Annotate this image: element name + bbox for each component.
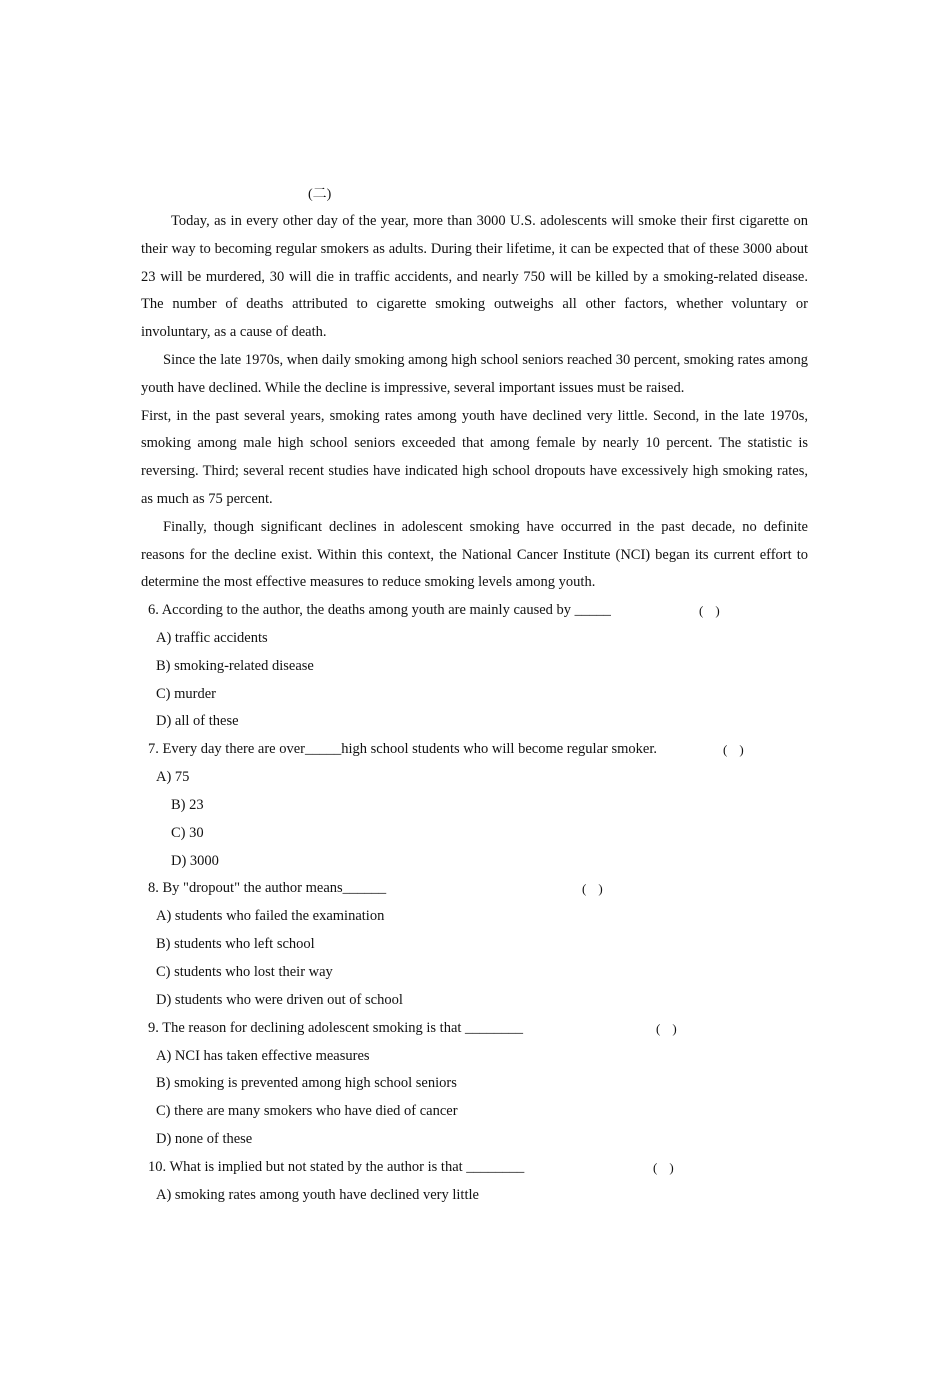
option: A) smoking rates among youth have declined very little <box>156 1186 479 1203</box>
question-10 <box>141 1154 808 1182</box>
question-stem: 8. By "dropout" the author means______ <box>148 880 387 897</box>
question-stem: 10. What is implied but not stated by the author is that ________ <box>148 1158 525 1175</box>
option: A) traffic accidents <box>156 629 268 646</box>
question-stem: 9. The reason for declining adolescent smoking is that ________ <box>148 1019 524 1036</box>
question-stem: 7. Every day there are over_____high school students who will become regular smoker. <box>148 741 657 758</box>
option: C) murder <box>156 685 216 702</box>
option: D) all of these <box>156 713 239 730</box>
section-number: (二) <box>308 187 332 202</box>
question-8 <box>141 875 808 903</box>
passage-paragraph: Finally, though significant declines in adolescent smoking have occurred in the past decade, no definite reasons for the decline exist. Within this context, the National Cancer Institute (NCI) began its current effort to determine the most effective measures to reduce smoking levels among youth. <box>141 518 808 591</box>
option: C) there are many smokers who have died of cancer <box>156 1103 458 1120</box>
answer-blank[interactable]: ( ) <box>653 1159 674 1175</box>
option: C) 30 <box>171 824 204 841</box>
question-stem: 6. According to the author, the deaths among youth are mainly caused by _____ <box>148 602 611 618</box>
option: D) none of these <box>156 1131 253 1148</box>
option: B) smoking is prevented among high school seniors <box>156 1075 457 1092</box>
reading-passage <box>141 208 808 597</box>
passage-paragraph: First, in the past several years, smoking rates among youth have declined very little. Second, in the late 1970s, smoking among male high school seniors exceeded that among female by nearly 10 percent. The statistic is reversing. Third; several recent studies have indicated high school dropouts have excessively high smoking rates, as much as 75 percent. <box>141 407 808 507</box>
option: A) NCI has taken effective measures <box>156 1047 370 1064</box>
option: B) 23 <box>171 796 204 813</box>
option: A) 75 <box>156 769 190 786</box>
option: A) students who failed the examination <box>156 908 385 925</box>
answer-blank[interactable]: ( ) <box>723 742 744 758</box>
passage-paragraph: Today, as in every other day of the year, more than 3000 U.S. adolescents will smoke their first cigarette on their way to becoming regular smokers as adults. During their lifetime, it can be expected that of these 3000 about 23 will be murdered, 30 will die in traffic accidents, and nearly 750 will be killed by a smoking-related disease. The number of deaths attributed to cigarette smoking outweighs all other factors, whether voluntary or involuntary, as a cause of death. <box>141 213 808 341</box>
option: B) smoking-related disease <box>156 657 314 674</box>
question-list <box>141 597 808 1210</box>
answer-blank[interactable]: ( ) <box>699 603 720 618</box>
option: B) students who left school <box>156 936 315 953</box>
option: D) students who were driven out of school <box>156 991 403 1008</box>
option: D) 3000 <box>171 852 219 869</box>
question-6 <box>141 597 808 625</box>
answer-blank[interactable]: ( ) <box>656 1020 677 1036</box>
question-7 <box>141 736 808 764</box>
option: C) students who lost their way <box>156 963 333 980</box>
passage-paragraph: Since the late 1970s, when daily smoking among high school seniors reached 30 percent, smoking rates among youth have declined. While the decline is impressive, several important issues must be raised. <box>141 351 808 396</box>
answer-blank[interactable]: ( ) <box>582 881 603 897</box>
question-9 <box>141 1015 808 1043</box>
